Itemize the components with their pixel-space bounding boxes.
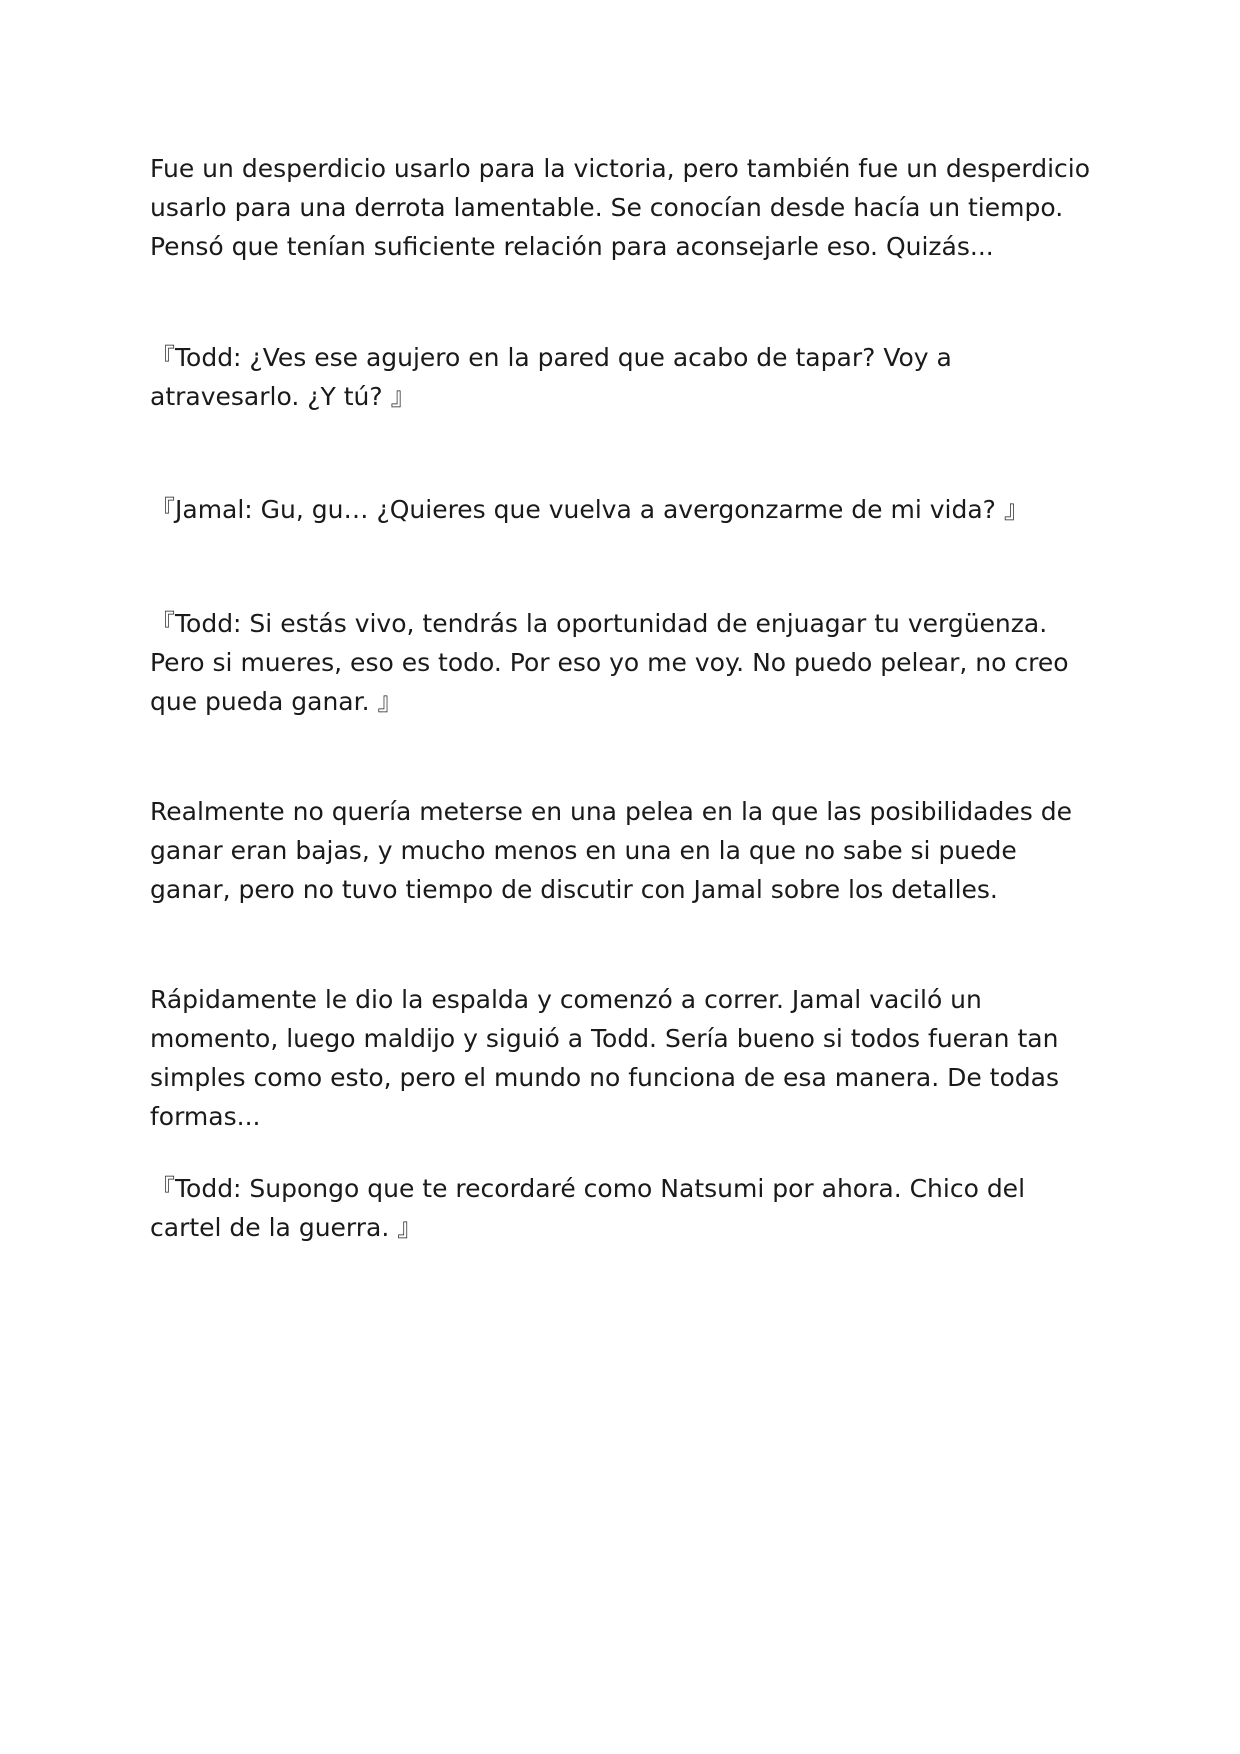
- dialogue-todd-hole-in-wall: 『Todd: ¿Ves ese agujero en la pared que acabo de tapar? Voy a atravesarlo. ¿Y tú? 』: [150, 343, 952, 411]
- dialogue-jamal-shame: 『Jamal: Gu, gu… ¿Quieres que vuelva a avergonzarme de mi vida? 』: [150, 495, 1029, 524]
- dialogue-todd-alive: 『Todd: Si estás vivo, tendrás la oportunidad de enjuagar tu vergüenza. Pero si mueres, eso es todo. Por eso yo me voy. No puedo pelear, no creo que pueda ganar. 』: [150, 609, 1069, 716]
- narration-paragraph-fight: Realmente no quería meterse en una pelea en la que las posibilidades de ganar eran bajas, y mucho menos en una en la que no sabe si puede ganar, pero no tuvo tiempo de discutir con Jamal sobre los detalles.: [150, 797, 1072, 904]
- narration-paragraph-run: Rápidamente le dio la espalda y comenzó a correr. Jamal vaciló un momento, luego maldijo y siguió a Todd. Sería bueno si todos fueran tan simples como esto, pero el mundo no funciona de esa manera. De todas formas...: [150, 985, 1059, 1131]
- dialogue-todd-natsumi: 『Todd: Supongo que te recordaré como Natsumi por ahora. Chico del cartel de la guerra. 』: [150, 1174, 1026, 1242]
- narration-paragraph: Fue un desperdicio usarlo para la victoria, pero también fue un desperdicio usarlo para una derrota lamentable. Se conocían desde hacía un tiempo. Pensó que tenían suficiente relación para aconsejarle eso. Quizás...: [150, 154, 1091, 261]
